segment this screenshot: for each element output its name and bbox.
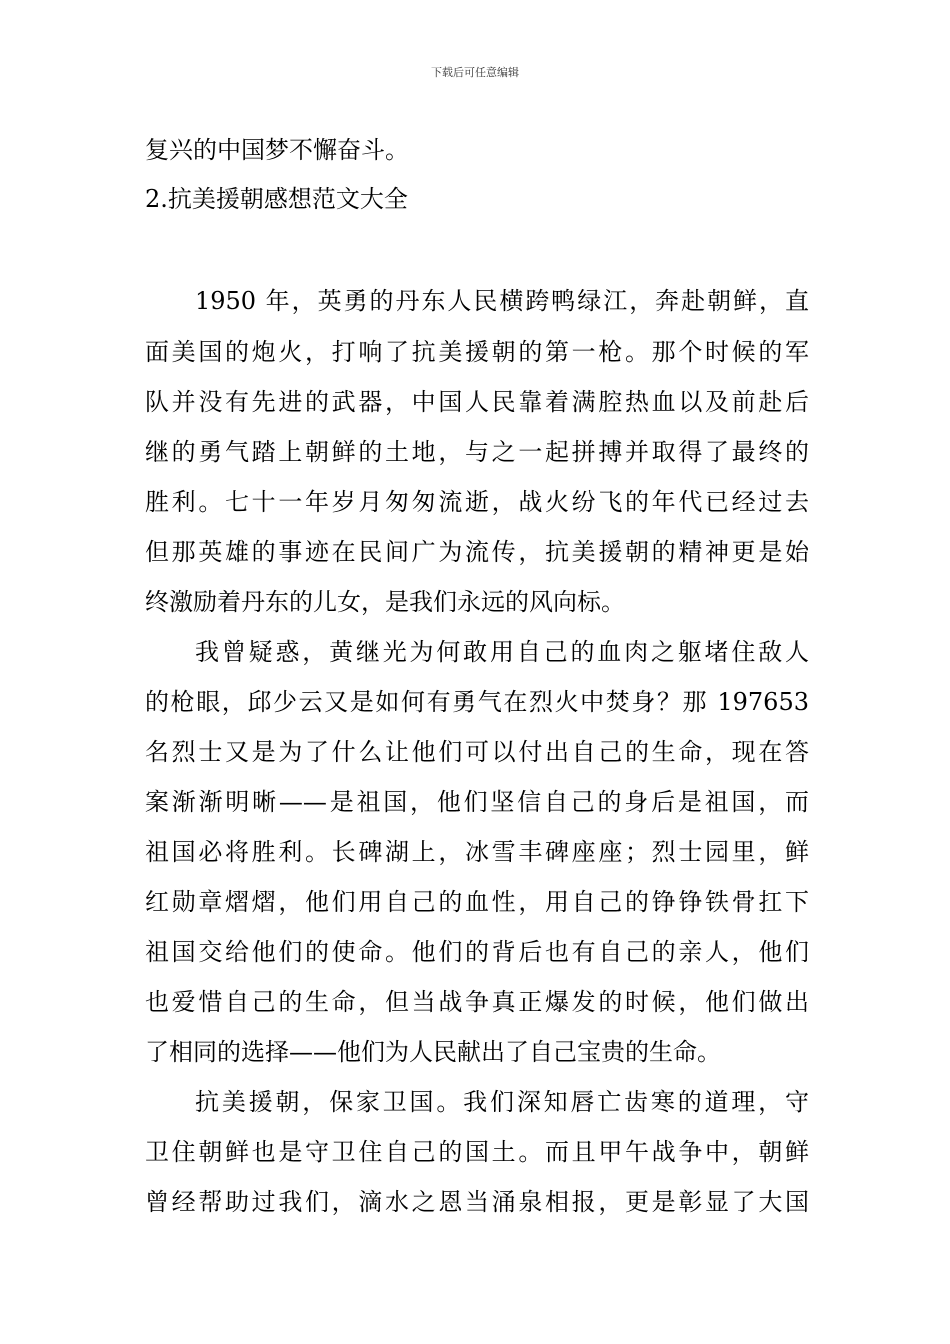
paragraph-1-line-4: 继的勇气踏上朝鲜的土地，与之一起拼搏并取得了最终的	[145, 438, 809, 466]
paragraph-1-line-6: 但那英雄的事迹在民间广为流传，抗美援朝的精神更是始	[145, 538, 809, 566]
paragraph-1-line-2: 面美国的炮火，打响了抗美援朝的第一枪。那个时候的军	[145, 338, 809, 366]
paragraph-3-line-2: 卫住朝鲜也是守卫住自己的国土。而且甲午战争中，朝鲜	[145, 1138, 809, 1166]
paragraph-2-line-9: 了相同的选择——他们为人民献出了自己宝贵的生命。	[145, 1038, 721, 1066]
paragraph-2-line-6: 红勋章熠熠，他们用自己的血性，用自己的铮铮铁骨扛下	[145, 888, 809, 916]
paragraph-1-line-3: 队并没有先进的武器，中国人民靠着满腔热血以及前赴后	[145, 388, 809, 416]
paragraph-1-line-5: 胜利。七十一年岁月匆匆流逝，战火纷飞的年代已经过去	[145, 488, 809, 516]
paragraph-2-line-4: 案渐渐明晰——是祖国，他们坚信自己的身后是祖国，而	[145, 788, 809, 816]
paragraph-3-line-3: 曾经帮助过我们，滴水之恩当涌泉相报，更是彰显了大国	[145, 1188, 809, 1216]
paragraph-2-line-5: 祖国必将胜利。长碑湖上，冰雪丰碑座座；烈士园里，鲜	[145, 838, 809, 866]
paragraph-1-line-1: 1950 年，英勇的丹东人民横跨鸭绿江，奔赴朝鲜，直	[195, 287, 809, 315]
paragraph-1-line-7: 终激励着丹东的儿女，是我们永远的风向标。	[145, 588, 625, 616]
paragraph-2-line-8: 也爱惜自己的生命，但当战争真正爆发的时候，他们做出	[145, 988, 809, 1016]
paragraph-2-line-3: 名烈士又是为了什么让他们可以付出自己的生命，现在答	[145, 738, 809, 766]
paragraph-2-line-7: 祖国交给他们的使命。他们的背后也有自己的亲人，他们	[145, 938, 809, 966]
paragraph-2-line-2: 的枪眼，邱少云又是如何有勇气在烈火中焚身？那 197653	[145, 688, 809, 716]
paragraph-2-line-1: 我曾疑惑，黄继光为何敢用自己的血肉之躯堵住敌人	[195, 638, 809, 666]
page-header: 下载后可任意编辑	[431, 66, 519, 79]
paragraph-3-line-1: 抗美援朝，保家卫国。我们深知唇亡齿寒的道理，守	[195, 1088, 809, 1116]
section-heading: 2.抗美援朝感想范文大全	[145, 185, 408, 213]
text-line: 复兴的中国梦不懈奋斗。	[145, 136, 409, 164]
